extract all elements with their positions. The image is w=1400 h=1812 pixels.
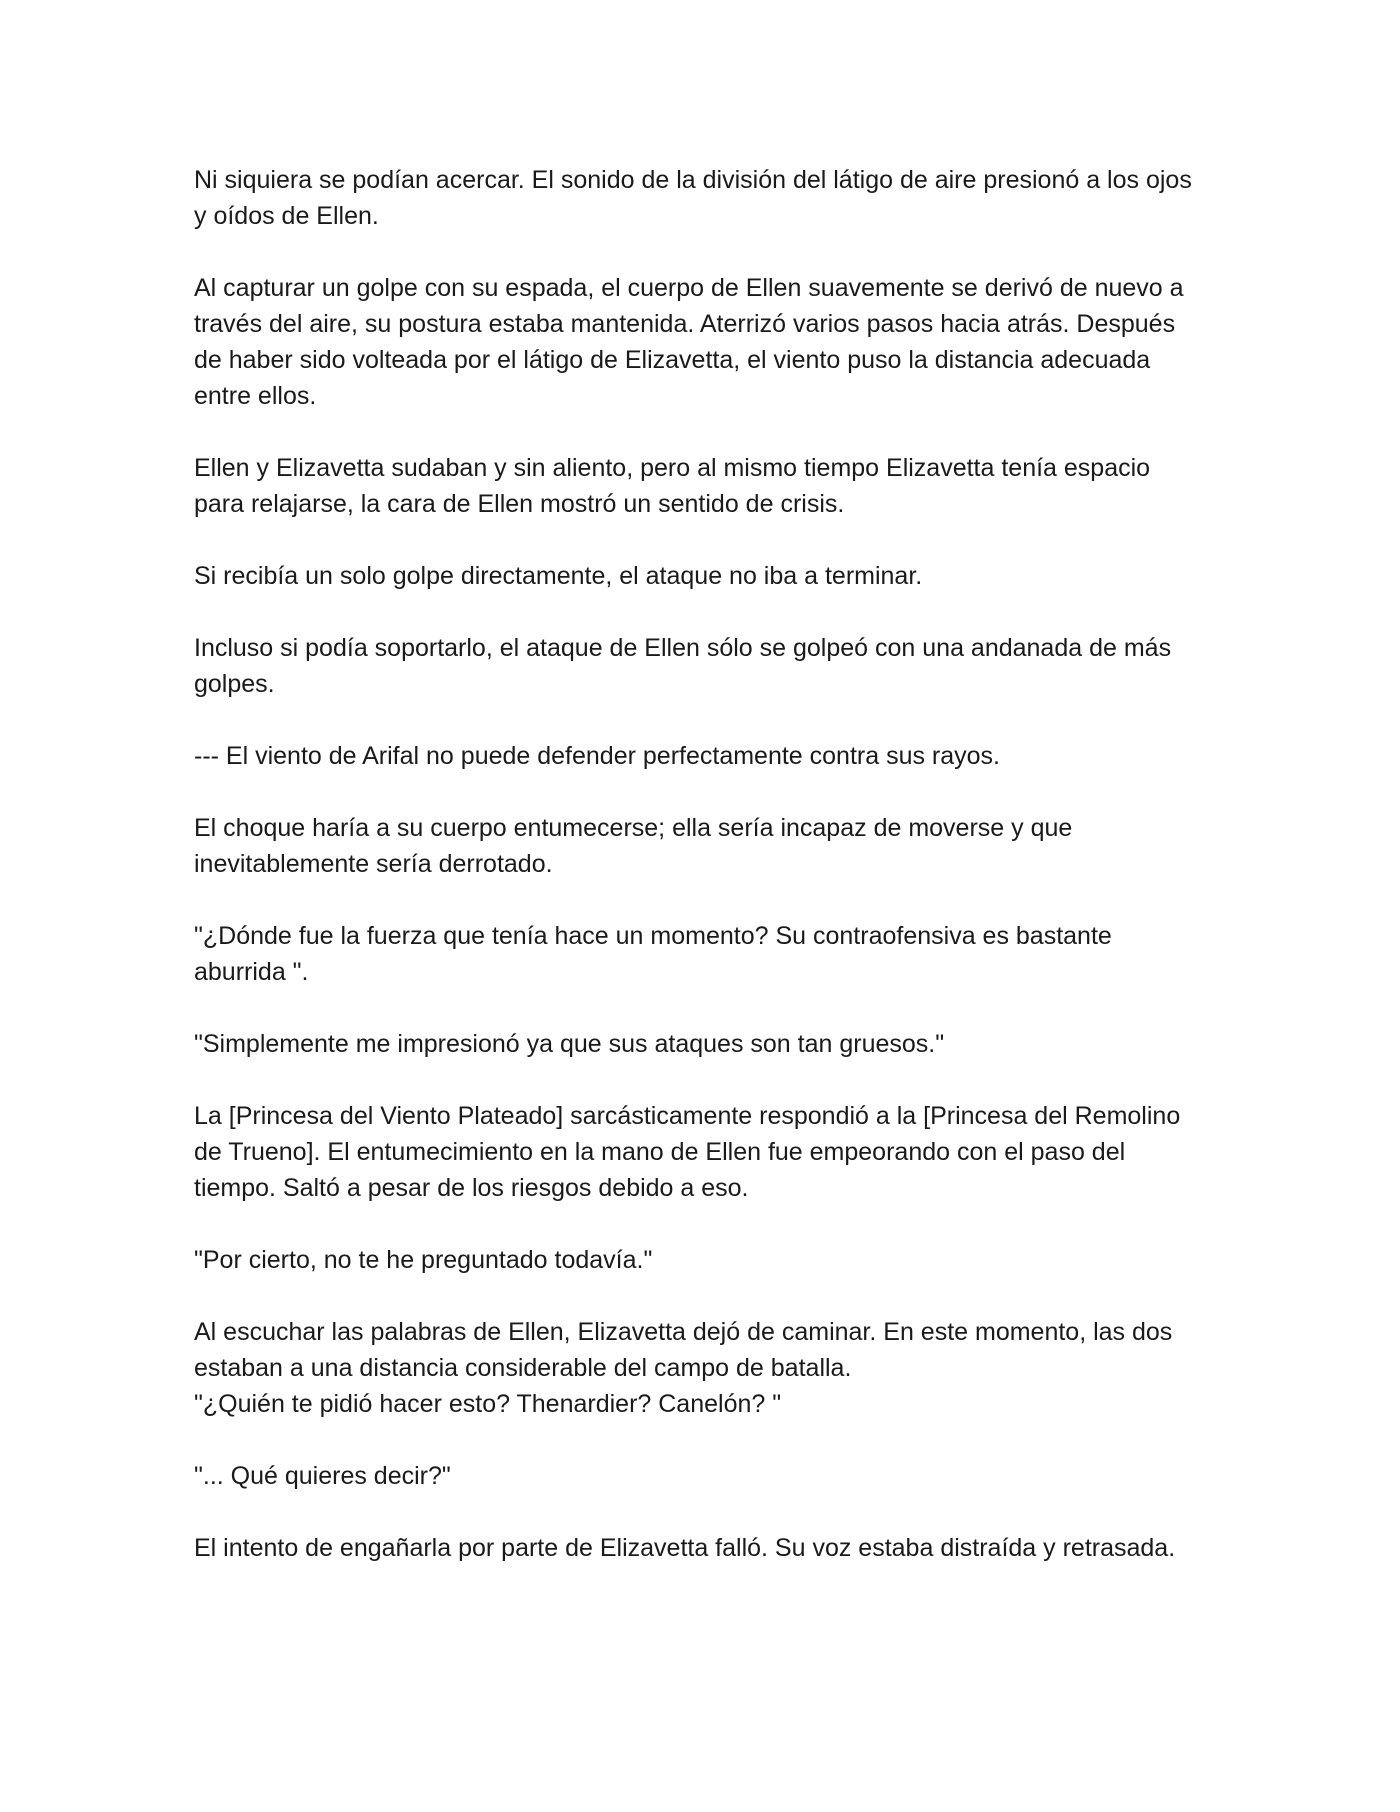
paragraph-1: Ni siquiera se podían acercar. El sonido de la división del látigo de aire presionó a los ojos y oídos de Ellen.	[194, 166, 1192, 230]
paragraph-5: Incluso si podía soportarlo, el ataque de Ellen sólo se golpeó con una andanada de más golpes.	[194, 634, 1172, 698]
paragraph-4: Si recibía un solo golpe directamente, el ataque no iba a terminar.	[194, 562, 923, 590]
paragraph-6: --- El viento de Arifal no puede defender perfectamente contra sus rayos.	[194, 742, 1001, 770]
paragraph-11: "Por cierto, no te he preguntado todavía."	[194, 1246, 653, 1274]
paragraph-3: Ellen y Elizavetta sudaban y sin aliento, pero al mismo tiempo Elizavetta tenía espacio para relajarse, la cara de Ellen mostró un sentido de crisis.	[194, 454, 1151, 518]
paragraph-14: "... Qué quieres decir?"	[194, 1462, 451, 1490]
paragraph-10: La [Princesa del Viento Plateado] sarcásticamente respondió a la [Princesa del Remolino de Trueno]. El entumecimiento en la mano de Ellen fue empeorando con el paso del tiempo. Saltó a pesar de los riesgos debido a eso.	[194, 1102, 1181, 1202]
paragraph-12: Al escuchar las palabras de Ellen, Elizavetta dejó de caminar. En este momento, las dos estaban a una distancia considerable del campo de batalla.	[194, 1318, 1173, 1382]
paragraph-8: "¿Dónde fue la fuerza que tenía hace un momento? Su contraofensiva es bastante aburrida ".	[194, 922, 1112, 986]
paragraph-9: "Simplemente me impresionó ya que sus ataques son tan gruesos."	[194, 1030, 945, 1058]
paragraph-7: El choque haría a su cuerpo entumecerse; ella sería incapaz de moverse y que inevitablemente sería derrotado.	[194, 814, 1073, 878]
paragraph-2: Al capturar un golpe con su espada, el cuerpo de Ellen suavemente se derivó de nuevo a través del aire, su postura estaba mantenida. Aterrizó varios pasos hacia atrás. Después de haber sido volteada por el látigo de Elizavetta, el viento puso la distancia adecuada entre ellos.	[194, 274, 1184, 410]
document-body	[194, 162, 1204, 1602]
paragraph-15: El intento de engañarla por parte de Elizavetta falló. Su voz estaba distraída y retrasada.	[194, 1534, 1176, 1562]
paragraph-13: "¿Quién te pidió hacer esto? Thenardier? Canelón? "	[194, 1390, 782, 1418]
